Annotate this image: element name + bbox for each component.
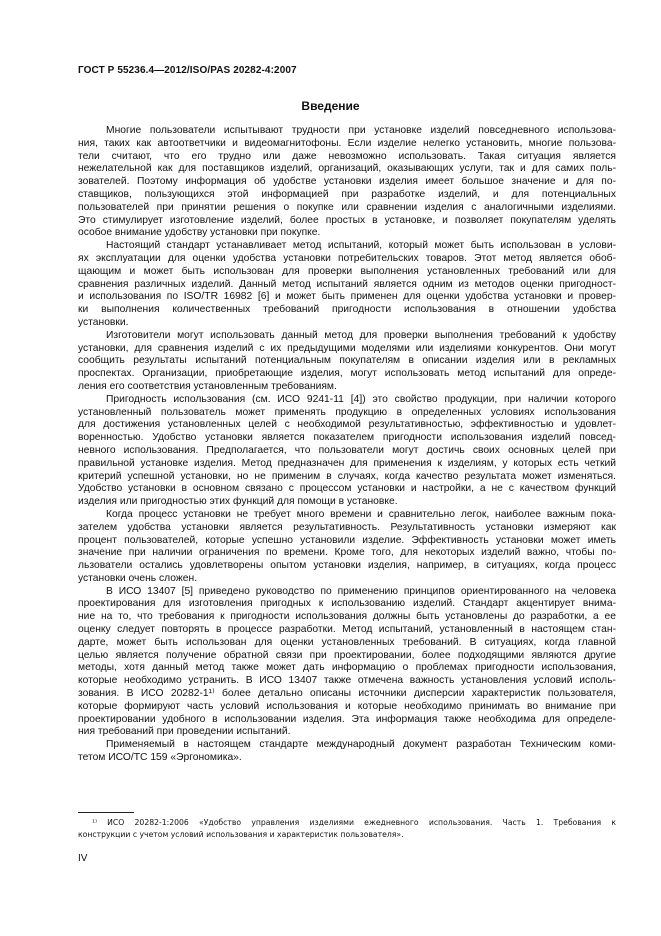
- text-line: льзователи остались удовлетворены опытом установки изделия, например, в ситуациях, когда процесс: [78, 560, 616, 572]
- footnote: [78, 817, 616, 840]
- text-line: ние на то, что требования к пригодности использования должны быть установлены до разработки, а ее: [78, 611, 616, 623]
- text-line: особое внимание удобству установки при покупке.: [78, 227, 321, 239]
- text-line: воренностью. Удобство установки является показателем пригодности использования изделий повсед-: [78, 432, 616, 444]
- paragraph: [78, 586, 616, 740]
- footnote-line: ¹⁾ ИСО 20282-1:2006 «Удобство управления изделиями ежедневного использования. Часть 1. Требования к: [92, 818, 616, 827]
- text-line: установки очень сложен.: [78, 572, 198, 584]
- text-line: значение при наличии ограничения по времени. Кроме того, для некоторых изделий важно, чтобы по-: [78, 547, 616, 559]
- text-line: установки.: [78, 316, 129, 328]
- paragraph: [78, 509, 616, 586]
- text-line: сравнения различных изделий. Данный метод испытаний является одним из методов оценки пригодност-: [78, 278, 616, 290]
- text-line: пользователей при принятии решения о покупке или сравнении изделия с аналогичными изделиями.: [78, 201, 616, 213]
- paragraph: [78, 739, 616, 765]
- footnote-divider: [78, 812, 134, 813]
- paragraph: [78, 125, 616, 240]
- paragraph: [78, 240, 616, 330]
- text-line: дарте, может быть использован для оценки установленных требований. В ситуациях, когда главной: [78, 636, 616, 648]
- paragraph: [78, 330, 616, 394]
- text-line: нежелательной как для поставщиков изделий, организаций, оказывающих услуги, так и для самих поль-: [78, 163, 616, 175]
- text-line: зателем удобства установки является результативность. Результативность установки измеряют как: [78, 521, 616, 533]
- footnote-line: конструкции с учетом условий использования и характеристик пользователя».: [78, 829, 404, 839]
- text-line: Многие пользователи испытывают трудности при установке изделий повседневного использова-: [106, 125, 616, 136]
- document-header: ГОСТ Р 55236.4—2012/ISO/PAS 20282-4:2007: [78, 65, 297, 76]
- section-title: Введение: [301, 99, 360, 113]
- text-line: зования. В ИСО 20282-1¹⁾ более детально описаны источники дисперсии характеристик пользователя,: [78, 688, 616, 700]
- page-number: IV: [78, 853, 88, 864]
- text-line: щающим и может быть использован для проверки выполнения установленных требований или для: [78, 265, 616, 277]
- text-line: установленный пользователь может применять продукцию в определенных условиях использования: [78, 406, 616, 418]
- text-line: сообщить результаты испытаний потенциальным покупателям в описании изделия или в рекламных: [78, 355, 616, 367]
- text-line: ки выполнения количественных требований пригодности использования в отношении удобства: [78, 304, 616, 316]
- text-line: ставщиков, пользующихся этой информацией при разработке изделий, и для потенциальных: [78, 188, 616, 200]
- body-text: [78, 125, 616, 765]
- text-line: ления его соответствия установленным требованиям.: [78, 380, 337, 392]
- text-line: зователей. Поэтому информация об удобстве установки изделия имеет большое значение и для по-: [78, 176, 616, 188]
- text-line: Это стимулирует изготовление изделий, более простых в установке, и позволяет покупателям уделять: [78, 214, 616, 226]
- paragraph: [78, 394, 616, 509]
- text-line: методы, хотя данный метод также может дать информацию о проблемах пригодности использования,: [78, 662, 616, 674]
- text-line: тели считают, что его трудно или даже невозможно использовать. Такая ситуация является: [78, 150, 616, 162]
- text-line: правильной установке изделия. Метод предназначен для применения к изделиям, у которых есть четкий: [78, 457, 616, 469]
- text-line: тетом ИСО/ТС 159 «Эргономика».: [78, 752, 242, 764]
- text-line: Пригодность использования (см. ИСО 9241-11 [4]) это свойство продукции, при наличии которого: [106, 393, 616, 405]
- text-line: целью является получение обратной связи при проектировании, более подходящими являются другие: [78, 649, 616, 661]
- text-line: Применяемый в настоящем стандарте международный документ разработан Техническим коми-: [106, 739, 616, 751]
- text-line: которые необходимо устранить. В ИСО 13407 также отмечена важность установления условий исполь-: [78, 675, 616, 687]
- text-line: критерий успешной установки, но не применим в случаях, когда качество результата может изменяться.: [78, 470, 616, 482]
- text-line: ния требований при проведении испытаний.: [78, 726, 291, 738]
- text-line: проектирования для изготовления пригодных к использованию изделий. Стандарт акцентирует внима-: [78, 598, 616, 610]
- text-line: В ИСО 13407 [5] приведено руководство по применению принципов ориентированного на человека: [106, 585, 616, 597]
- text-line: проектировании удобного в использовании изделия. Эта информация также необходима для определе-: [78, 713, 616, 725]
- text-line: Настоящий стандарт устанавливает метод испытаний, который может быть использован в услови-: [106, 240, 616, 252]
- text-line: которые формируют часть условий использования и которые необходимо принимать во внимание при: [78, 700, 616, 712]
- text-line: Когда процесс установки не требует много времени и сравнительно легок, наиболее важным пока-: [106, 508, 616, 520]
- text-line: Удобство установки в основном связано с процессом установки и настройки, а не с качеством функций: [78, 483, 616, 495]
- text-line: Изготовители могут использовать данный метод для проверки выполнения требований к удобству: [106, 329, 616, 341]
- text-line: ния, таких как автоответчики и видеомагнитофоны. Если изделие нелегко установить, многие пользова-: [78, 137, 616, 149]
- text-line: оценку следует повторять в процессе разработки. Метод испытаний, установленный в настоящем стан-: [78, 624, 616, 636]
- text-line: процент пользователей, которые успешно установили изделие. Эффективность установки может иметь: [78, 534, 616, 546]
- text-line: и использования по ISO/TR 16982 [6] и может быть применен для оценки удобства установки и провер-: [78, 291, 616, 303]
- text-line: проспектах. Организации, приобретающие изделия, могут использовать метод испытаний для опреде-: [78, 368, 616, 380]
- text-line: невного использования. Предполагается, что пользователи могут достичь своих основных целей при: [78, 444, 616, 456]
- text-line: изделия или пригодностью этих функций для помощи в установке.: [78, 496, 398, 508]
- text-line: ях эксплуатации для оценки удобства установки потребительских товаров. Этот метод является обоб-: [78, 252, 616, 264]
- text-line: для достижения установленных целей с необходимой результативностью, эффективностью и удовлет-: [78, 419, 616, 431]
- text-line: установки, для сравнения изделий с их предыдущими моделями или изделиями конкурентов. Они могут: [78, 342, 616, 354]
